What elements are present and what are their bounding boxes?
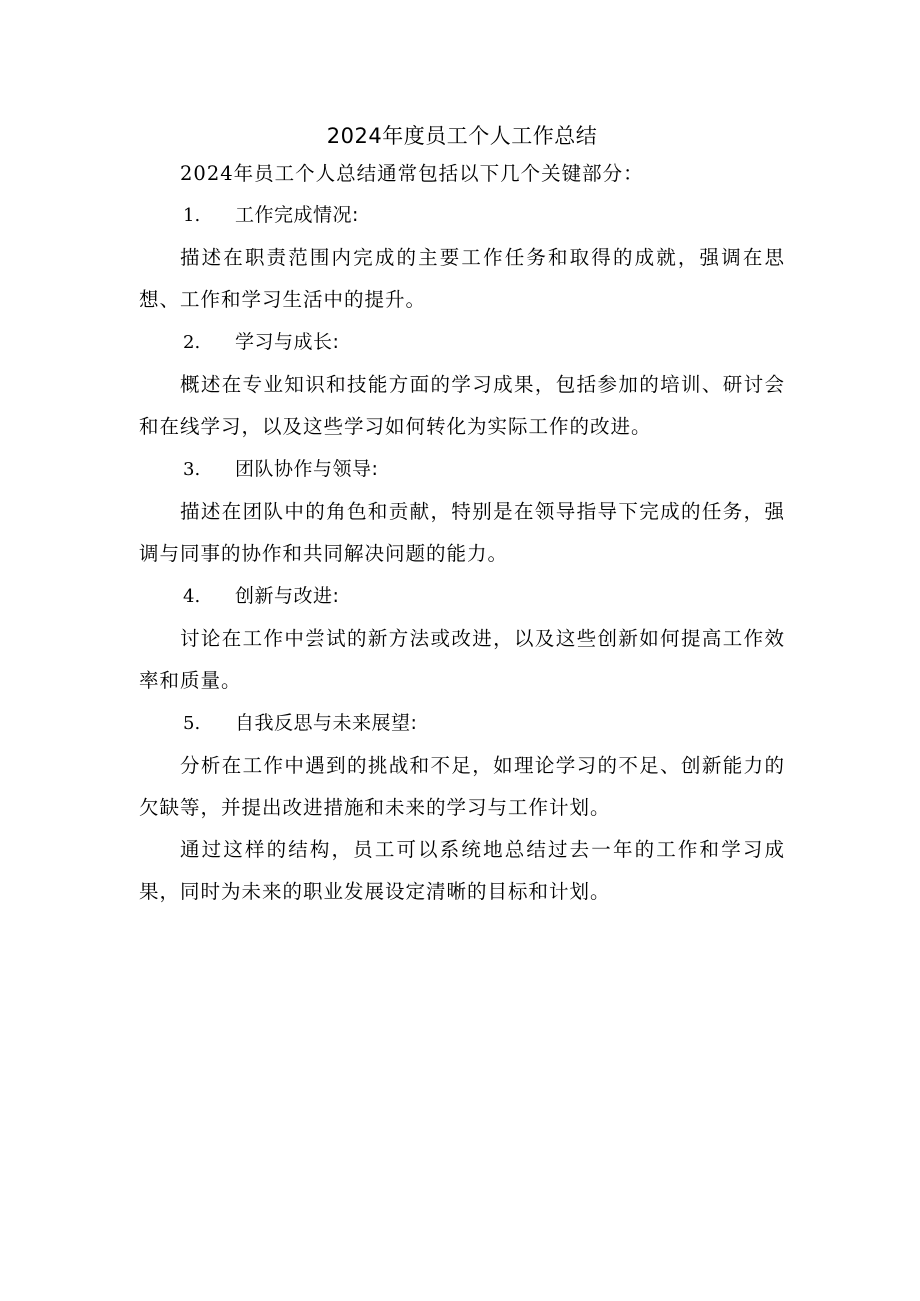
section-body-2: 概述在专业知识和技能方面的学习成果，包括参加的培训、研讨会和在线学习，以及这些学习如何转化为实际工作的改进。 <box>139 373 785 438</box>
section-number: 2. <box>183 332 201 353</box>
section-heading-text: 工作完成情况: <box>235 204 359 226</box>
conclusion-paragraph: 通过这样的结构，员工可以系统地总结过去一年的工作和学习成果，同时为未来的职业发展设定清晰的目标和计划。 <box>139 838 785 903</box>
section-body-3: 描述在团队中的角色和贡献，特别是在领导指导下完成的任务，强调与同事的协作和共同解决问题的能力。 <box>139 500 785 565</box>
section-heading-1 <box>139 194 785 237</box>
document-body <box>139 118 785 913</box>
section-body-1: 描述在职责范围内完成的主要工作任务和取得的成就，强调在思想、工作和学习生活中的提升。 <box>139 246 785 311</box>
section-heading-5 <box>139 702 785 745</box>
intro-paragraph: 2024年员工个人总结通常包括以下几个关键部分： <box>180 162 644 185</box>
section-heading-text: 团队协作与领导: <box>235 458 379 480</box>
section-number: 4. <box>183 586 201 607</box>
section-heading-3 <box>139 448 785 491</box>
section-heading-text: 学习与成长: <box>235 331 340 353</box>
section-body-4: 讨论在工作中尝试的新方法或改进，以及这些创新如何提高工作效率和质量。 <box>139 627 785 692</box>
section-number: 3. <box>183 459 201 480</box>
section-number: 1. <box>183 205 201 226</box>
section-number: 5. <box>183 713 201 734</box>
section-body-5: 分析在工作中遇到的挑战和不足，如理论学习的不足、创新能力的欠缺等，并提出改进措施和未来的学习与工作计划。 <box>139 754 785 819</box>
section-heading-4 <box>139 575 785 618</box>
section-heading-text: 自我反思与未来展望: <box>235 712 418 734</box>
section-heading-2 <box>139 321 785 364</box>
document-title: 2024年度员工个人工作总结 <box>326 124 598 148</box>
section-heading-text: 创新与改进: <box>235 585 340 607</box>
